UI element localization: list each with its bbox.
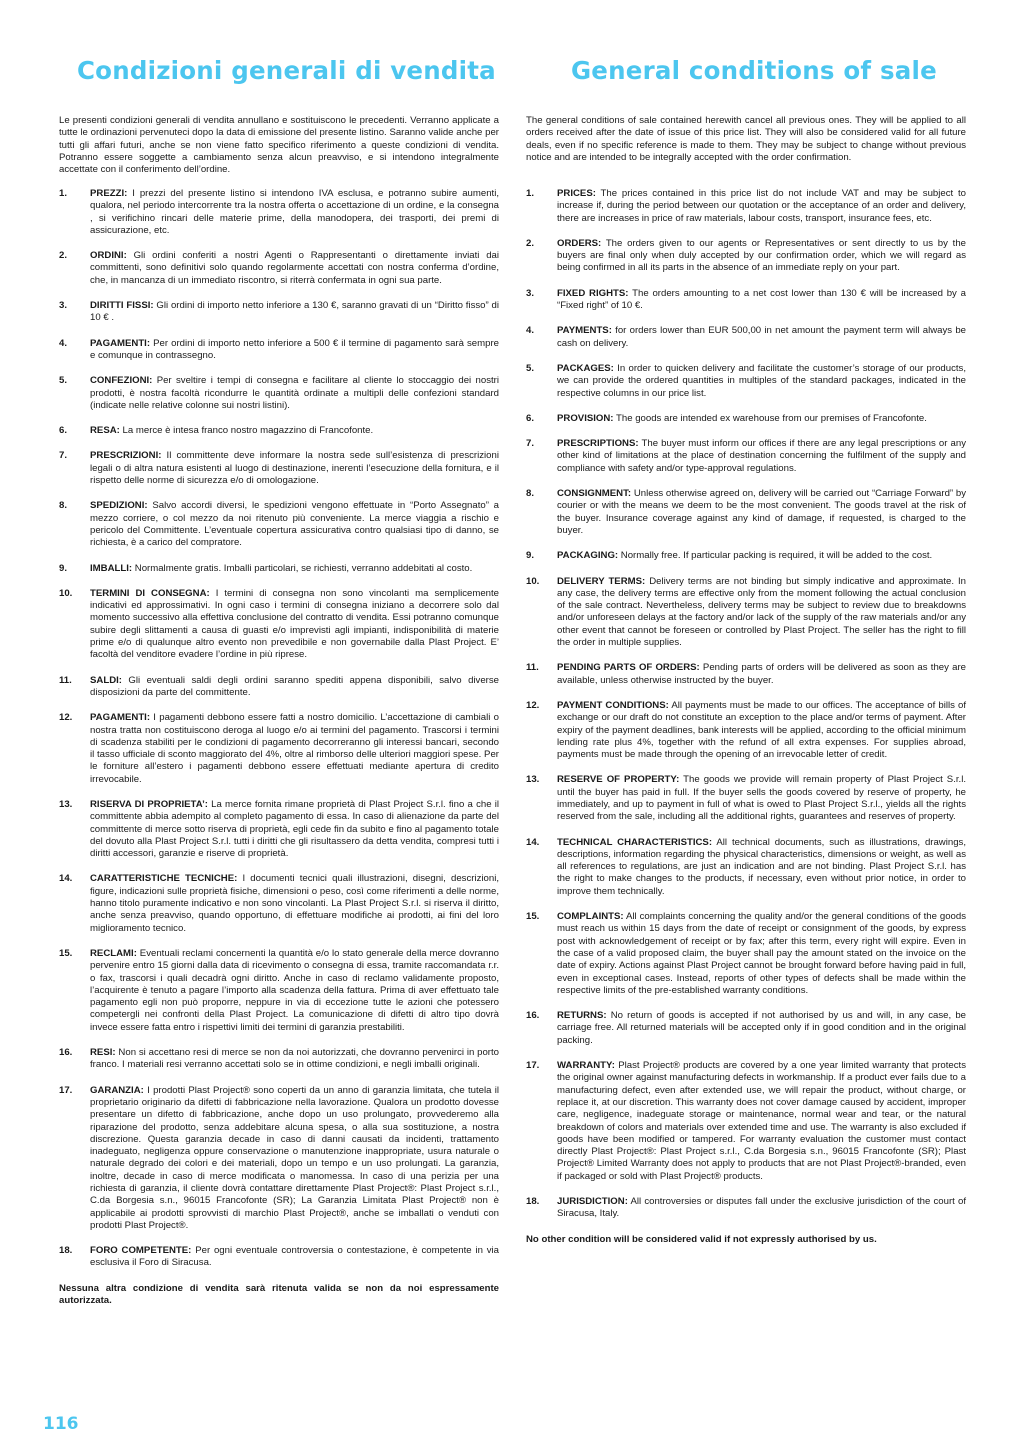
- clause-number: 7.: [526, 438, 535, 450]
- clause-number: 7.: [59, 450, 68, 462]
- italian-clause-list: [59, 188, 499, 1307]
- clause-title: FORO COMPETENTE:: [90, 1245, 192, 1257]
- clause-item: [59, 425, 499, 437]
- clause-item: [59, 675, 499, 700]
- clause-title: RECLAMI:: [90, 947, 137, 959]
- clause-text: The goods are intended ex warehouse from our premises of Francofonte.: [613, 412, 927, 424]
- clause-number: 11.: [526, 662, 539, 674]
- clause-item: [526, 1010, 966, 1047]
- clause-number: 13.: [59, 798, 73, 810]
- clause-number: 6.: [59, 425, 68, 437]
- clause-title: PAGAMENTI:: [90, 337, 151, 349]
- clause-item: [59, 500, 499, 549]
- clause-number: 5.: [59, 375, 68, 387]
- clause-item: [526, 662, 966, 687]
- clause-body: [90, 450, 499, 487]
- clause-item: [59, 300, 499, 325]
- clause-text: I prezzi del presente listino si intendono IVA esclusa, e potranno subire aumenti, qualora, nel periodo intercorrente tra la nostra offerta o accettazione di un ordine, e la consegna , si verifichino rincari delle materie prime, della manodopera, dei trasporti, dei premi di assicurazione, etc.: [90, 188, 499, 236]
- english-intro: The general conditions of sale contained herewith cancel all previous ones. They will be applied to all orders received after the date of issue of this price list. They will also be considered valid for all future deals, even if no specific reference is made to them. They may be subject to change without previous notice and are intended to be integrally accepted with the order confirmation.: [526, 115, 966, 163]
- clause-title: PRESCRIPTIONS:: [557, 438, 639, 450]
- clause-body: [557, 837, 966, 898]
- clause-item: [59, 250, 499, 287]
- clause-title: JURISDICTION:: [557, 1196, 628, 1207]
- clause-number: 3.: [526, 287, 535, 299]
- clause-text: Gli ordini conferiti a nostri Agenti o Rappresentanti o direttamente inviati dai committenti, sono definitivi solo quando regolarmente accettati con nostra conferma d’ordine, che, in mancanza di un immediato riscontro, si riterrà confermata in ogni sua parte.: [90, 250, 499, 286]
- clause-item: [526, 288, 966, 313]
- clause-body: [90, 948, 499, 1034]
- clause-item: [526, 1060, 966, 1183]
- clause-body: [90, 300, 499, 325]
- clause-body: [90, 873, 499, 934]
- clause-number: 12.: [59, 712, 73, 724]
- clause-item: [526, 1196, 966, 1221]
- clause-number: 14.: [59, 873, 73, 885]
- clause-text: Normally free. If particular packing is required, it will be added to the cost.: [618, 550, 933, 562]
- clause-body: [90, 338, 499, 363]
- clause-number: 18.: [59, 1245, 73, 1257]
- clause-body: [557, 576, 966, 650]
- clause-body: [90, 1047, 499, 1072]
- clause-text: Unless otherwise agreed on, delivery will be carried out “Carriage Forward” by courier or with the means we deem to be the most convenient. The goods travel at the risk of the buyer. Insurance coverage against any kind of damage, if requested, is charged to the buyer.: [557, 488, 966, 536]
- clause-title: TERMINI DI CONSEGNA:: [90, 587, 210, 599]
- clause-text: Pending parts of orders will be delivered as soon as they are available, unless otherwise instructed by the buyer.: [557, 662, 966, 686]
- clause-text: Per sveltire i tempi di consegna e facilitare al cliente lo stoccaggio dei nostri prodotti, è nostra facoltà ricondurre le quantità ordinate a multipli delle confezioni standard (indicate nelle relative colonne sui nostri listini).: [90, 375, 499, 411]
- clause-item: [526, 700, 966, 761]
- clause-text: The buyer must inform our offices if there are any legal prescriptions or any other kind of limitations at the place of destination concerning the fulfilment of the supply and compliance with safety and/or type-approval regulations.: [557, 438, 966, 474]
- clause-title: IMBALLI:: [90, 562, 133, 574]
- clause-text: Non si accettano resi di merce se non da noi autorizzati, che dovranno pervenirci in porto franco. I materiali resi verranno accettati solo se in ottime condizioni, e negli imballi originali.: [90, 1047, 499, 1071]
- clause-title: GARANZIA:: [90, 1084, 144, 1096]
- clause-text: for orders lower than EUR 500,00 in net amount the payment term will always be cash on delivery.: [557, 325, 966, 349]
- clause-title: RESERVE OF PROPERTY:: [557, 774, 680, 786]
- clause-item: [526, 363, 966, 400]
- clause-item: [526, 488, 966, 537]
- clause-title: PACKAGES:: [557, 362, 614, 374]
- clause-body: [557, 188, 966, 225]
- clause-body: [557, 1060, 966, 1183]
- clause-title: PRESCRIZIONI:: [90, 450, 162, 462]
- clause-body: [90, 1085, 499, 1233]
- clause-title: FIXED RIGHTS:: [557, 287, 629, 299]
- clause-item: [526, 911, 966, 997]
- clause-body: [557, 1010, 966, 1047]
- clause-number: 13.: [526, 774, 540, 786]
- clause-body: [90, 675, 499, 700]
- clause-item: [526, 837, 966, 898]
- clause-number: 10.: [526, 575, 540, 587]
- clause-title: PAYMENTS:: [557, 325, 612, 337]
- clause-body: [557, 1196, 966, 1221]
- clause-body: [90, 563, 499, 575]
- clause-number: 5.: [526, 362, 535, 374]
- clause-body: [557, 662, 966, 687]
- clause-text: La merce è intesa franco nostro magazzino di Francofonte.: [119, 425, 374, 437]
- clause-item: [526, 188, 966, 225]
- clause-body: [557, 288, 966, 313]
- clause-body: [557, 363, 966, 400]
- clause-body: [90, 712, 499, 786]
- clause-body: [90, 588, 499, 662]
- clause-title: CARATTERISTICHE TECNICHE:: [90, 873, 238, 885]
- clause-number: 17.: [526, 1060, 540, 1072]
- clause-body: [557, 700, 966, 761]
- clause-body: [557, 238, 966, 275]
- clause-body: [90, 1245, 499, 1270]
- clause-title: RETURNS:: [557, 1010, 607, 1022]
- clause-item: [59, 948, 499, 1034]
- clause-number: 1.: [59, 188, 68, 199]
- clause-item: [59, 375, 499, 412]
- clause-text: I pagamenti debbono essere fatti a nostro domicilio. L’accettazione di cambiali o nostra tratta non costituiscono deroga al luogo e/o ai termini del pagamento. Trascorsi i termini di scadenza stabiliti per le condizioni di pagamento decorreranno gli interessi bancari, secondo il tasso ufficiale di sconto maggiorato del 4%, oltre al rimborso delle ulteriori maggiori spese. Per le forniture all’estero i pagamenti debbono essere effettuati mediante apertura di credito irrevocabile.: [90, 712, 499, 785]
- clause-text: Per ordini di importo netto inferiore a 500 € il termine di pagamento sarà sempre e comunque in contrassegno.: [90, 337, 499, 361]
- clause-text: Il committente deve informare la nostra sede sull’esistenza di prescrizioni legali o di altra natura esistenti al luogo di destinazione, inerenti l’esecuzione della fornitura, e il rispetto delle norme di sicurezza e/o di omologazione.: [90, 450, 499, 487]
- clause-title: PACKAGING:: [557, 550, 619, 562]
- clause-text: The goods we provide will remain property of Plast Project S.r.l. until the buyer has paid in full. If the buyer sells the goods covered by reserve of property, he immediately, and up to payment in full of what is owed to Plast Project S.r.l., yields all the rights reserved from the sale, including all the additional rights, guarantees and reserves of property.: [557, 774, 966, 823]
- clause-body: [557, 488, 966, 537]
- clause-item: [59, 799, 499, 860]
- clause-text: Eventuali reclami concernenti la quantità e/o lo stato generale della merce dovranno pervenire entro 15 giorni dalla data di ricevimento o consegna di essa, tramite raccomandata r.r. o fax, trascorsi i quali decadrà ogni diritto. Anche in caso di reclamo validamente proposto, l’acquirente è tenuto a pagare l’importo alla scadenza della fattura. Prima di aver effettuato tale pagamento egli non può proporre, neppure in via di eccezione tutte le azioni che potessero competergli nei confronti della Plast Project. La comunicazione di difetti di altro tipo dovrà invece essere fatta entro i rispettivi limiti dei termini di garanzia prestabiliti.: [90, 947, 499, 1033]
- clause-number: 3.: [59, 300, 68, 312]
- clause-number: 9.: [526, 550, 535, 562]
- clause-text: Delivery terms are not binding but simply indicative and approximate. In any case, the delivery terms are effective only from the moment following the actual conclusion of the sale contract. Nevertheless, delivery terms may be subject to review due to breakdowns and/or unforeseen delays at the factory and/or lack of the supply of the raw materials and/or any other event that cannot be foreseen or controlled by Plast Project. The seller has the right to fill the order in multiple supplies.: [557, 575, 966, 649]
- clause-item: [59, 588, 499, 662]
- clause-number: 14.: [526, 836, 540, 848]
- clause-title: PRICES:: [557, 188, 596, 199]
- clause-body: [557, 438, 966, 475]
- clause-text: Per ogni eventuale controversia o contestazione, è competente in via esclusiva il Foro di Siracusa.: [90, 1245, 499, 1269]
- page-number: 116: [43, 1414, 79, 1434]
- clause-item: [59, 712, 499, 786]
- clause-title: PENDING PARTS OF ORDERS:: [557, 662, 700, 674]
- clause-text: La merce fornita rimane proprietà di Plast Project S.r.l. fino a che il committente abbia adempito al completo pagamento di essa. In caso di alienazione da parte del committente di merce sotto riserva di proprietà, egli cede fin da subito e fino al pagamento totale del dovuto alla Plast Project S.r.l. tutti i diritti che gli risultassero da detta vendita, compresi tutti i diritti accessori, garanzie e riserve di proprietà.: [90, 798, 499, 860]
- clause-title: PAGAMENTI:: [90, 712, 151, 724]
- clause-item: [526, 238, 966, 275]
- clause-body: [557, 774, 966, 823]
- clause-title: PROVISION:: [557, 412, 614, 424]
- clause-number: 11.: [59, 674, 72, 686]
- clause-body: [90, 425, 499, 437]
- clause-number: 16.: [59, 1047, 73, 1059]
- clause-item: [526, 774, 966, 823]
- clause-text: Plast Project® products are covered by a one year limited warranty that protects the original owner against manufacturing defects in workmanship. If a product ever fails due to a manufacturing defect, even after extended use, we will repair the product, without charge, or replace it, at our discretion. This warranty does not cover damage caused by accident, improper care, negligence, inadeguate storage or maintenance, normal wear and tear, or the natural breakdown of colors and materials over extended time and use. The warranty is also excluded if goods have been modified or tampered. For warranty evaluation the customer must contact directly Plast Project®: Plast Project s.r.l., C.da Borgesia s.n., 96015 Francofonte (SR); Plast Project® Limited Warranty does not apply to products that are not Plast Project®-branded, even if packaged or sold with Plast Project® products.: [557, 1060, 966, 1182]
- clause-title: COMPLAINTS:: [557, 911, 624, 923]
- clause-item: [526, 413, 966, 425]
- clause-title: SPEDIZIONI:: [90, 500, 148, 512]
- clause-item: [59, 1047, 499, 1072]
- clause-title: CONFEZIONI:: [90, 375, 153, 387]
- clause-item: [59, 1085, 499, 1233]
- clause-text: No return of goods is accepted if not authorised by us and will, in any case, be carriage free. All returned materials will be accepted only if in good condition and in the original packing.: [557, 1010, 966, 1046]
- clause-title: ORDINI:: [90, 250, 127, 262]
- clause-item: [526, 550, 966, 562]
- italian-title: Condizioni generali di vendita: [77, 56, 496, 85]
- clause-text: I termini di consegna non sono vincolanti ma semplicemente indicativi ed approssimativi. In ogni caso i termini di consegna iniziano a decorrere solo dal momento successivo alla effettiva conclusione del contratto di vendita. Essi potranno comunque subire degli slittamenti a causa di guasti e/o imprevisti agli impianti, indisponibilità di materie prime e/o di qualunque altro evento non prevedibile e non governabile dalla Plast Project. E’ facoltà del venditore evadere l’ordine in più riprese.: [90, 587, 500, 661]
- clause-title: RISERVA DI PROPRIETA’:: [90, 798, 208, 810]
- clause-number: 12.: [526, 699, 540, 711]
- clause-body: [557, 413, 966, 425]
- clause-title: ORDERS:: [557, 237, 602, 249]
- closing-statement: No other condition will be considered valid if not expressly authorised by us.: [526, 1233, 877, 1245]
- italian-intro: Le presenti condizioni generali di vendita annullano e sostituiscono le precedenti. Verranno applicate a tutte le ordinazioni pervenuteci dopo la data di emissione del presente listino. Saranno valide anche per tutti gli affari futuri, anche se non viene fatto specifico riferimento a queste condizioni di vendita. Potranno essere soggette a cambiamento senza alcun preavviso, e si intendono integralmente accettate con il conferimento dell’ordine.: [59, 115, 499, 176]
- clause-text: In order to quicken delivery and facilitate the customer’s storage of our products, we can provide the ordered quantities in multiples of the standard packages, indicated in the respective columns in our price list.: [557, 362, 966, 399]
- clause-body: [557, 325, 966, 350]
- clause-body: [90, 188, 499, 237]
- clause-number: 1.: [526, 188, 535, 199]
- clause-text: I prodotti Plast Project® sono coperti da un anno di garanzia limitata, che tutela il proprietario originario da difetti di fabbricazione nella lavorazione. Qualora un prodotto dovesse presentare un difetto di fabbricazione, anche dopo un uso prolungato, provvederemo alla riparazione del prodotto, senza addebitare alcuna spesa, o alla sua sostituzione, a nostra discrezione. Questa garanzia decade in caso di danni causati da incidenti, trattamento inadeguato, negligenza oppure conservazione o manutenzione inappropriate, usura naturale o naturale degrado dei colori e dei materiali, dopo un tempo e un uso prolungati. La garanzia, inoltre, decade in caso di merce modificata o manomessa. In caso di una perizia per una richiesta di garanzia, il cliente dovrà contattare direttamente Plast Project®: Plast Project s.r.l., C.da Borgesia s.n., 96015 Francofonte (SR); La Garanzia Limitata Plast Project® non è applicabile ai prodotti sprovvisti di marchio Plast Project®, anche se imballati o venduti con prodotti Plast Project®.: [90, 1084, 499, 1231]
- clause-body: [557, 911, 966, 997]
- clause-title: CONSIGNMENT:: [557, 488, 632, 500]
- clause-body: [90, 500, 499, 549]
- clause-title: TECHNICAL CHARACTERISTICS:: [557, 836, 713, 848]
- clause-item: [59, 563, 499, 575]
- english-clause-list: [526, 188, 966, 1246]
- clause-text: The orders given to our agents or Representatives or sent directly to us by the buyers are final only when duly accepted by our confirmation order, which we will regard as being confirmed in all its parts in the absence of an immediate reply on your part.: [557, 237, 966, 274]
- clause-text: The prices contained in this price list do not include VAT and may be subject to increase if, during the period between our quotation or the acceptance of an order and delivery, there are increases in price of raw materials, labour costs, transport, insurance fees, etc.: [557, 188, 966, 224]
- clause-text: All complaints concerning the quality and/or the general conditions of the goods must reach us within 15 days from the date of receipt or consignment of the goods, by express post with acknowledgement of receipt or by fax; after this term, every right will expire. Even in the case of a valid proposed claim, the buyer shall pay the amount stated on the invoice on the date of expiry. Actions against Plast Project cannot be brought forward before having paid in full, even in exceptional cases. Instead, reports of other types of defects shall be made within the respective limits of the pre-established warranty conditions.: [557, 911, 966, 996]
- clause-number: 8.: [59, 500, 68, 512]
- clause-text: Normalmente gratis. Imballi particolari, se richiesti, verranno addebitati al costo.: [132, 562, 473, 574]
- clause-body: [90, 799, 499, 860]
- clause-text: All payments must be made to our offices. The acceptance of bills of exchange or our draft do not constitute an exception to the place and/or terms of payment. After expiry of the payment deadlines, bank interests will be applied, according to the official minimum lending rate plus 4%, together with the refund of all extra expenses. For supplies abroad, payments must be made through the opening of an irrevocable letter of credit.: [557, 699, 966, 761]
- clause-body: [90, 250, 499, 287]
- clause-number: 16.: [526, 1010, 540, 1022]
- clause-number: 17.: [59, 1084, 73, 1096]
- clause-text: All controversies or disputes fall under the exclusive jurisdiction of the court of Siracusa, Italy.: [557, 1196, 966, 1220]
- clause-title: WARRANTY:: [557, 1060, 615, 1072]
- clause-text: The orders amounting to a net cost lower than 130 € will be increased by a “Fixed right” of 10 €.: [557, 287, 966, 312]
- clause-text: Gli eventuali saldi degli ordini saranno spediti appena disponibili, salvo diverse disposizioni da parte del committente.: [90, 674, 499, 698]
- clause-number: 8.: [526, 488, 535, 500]
- clause-title: DELIVERY TERMS:: [557, 575, 646, 587]
- clause-text: I documenti tecnici quali illustrazioni, disegni, descrizioni, figure, indicazioni sulle proprietà fisiche, dimensioni o peso, così come riferimenti a delle norme, hanno titolo puramente indicativo e non sono vincolanti. La Plast Project S.r.l. si riserva il diritto, anche senza preavviso, quando opportuno, di effettuare modifiche ai prodotti, ai fini del loro miglioramento tecnico.: [90, 873, 499, 934]
- clause-title: PAYMENT CONDITIONS:: [557, 699, 669, 711]
- clause-number: 4.: [526, 325, 535, 337]
- clause-number: 10.: [59, 587, 73, 599]
- english-title: General conditions of sale: [571, 56, 937, 85]
- clause-body: [90, 375, 499, 412]
- clause-item: [59, 450, 499, 487]
- clause-text: All technical documents, such as illustrations, drawings, descriptions, information regarding the physical characteristics, dimensions or weight, as well as all references to regulations, are just an indication and are not binding. Plast Project S.r.l. has the right to make changes to the products, if necessary, even without prior notice, in order to improve them technically.: [557, 836, 967, 897]
- clause-number: 2.: [59, 250, 68, 262]
- clause-number: 15.: [59, 947, 73, 959]
- clause-item: [526, 438, 966, 475]
- clause-item: [526, 325, 966, 350]
- clause-body: [557, 550, 966, 562]
- clause-title: PREZZI:: [90, 188, 128, 199]
- clause-item: [59, 338, 499, 363]
- clause-title: RESA:: [90, 425, 120, 437]
- clause-number: 2.: [526, 237, 535, 249]
- clause-number: 18.: [526, 1196, 540, 1207]
- clause-text: Gli ordini di importo netto inferiore a 130 €, saranno gravati di un “Diritto fisso” di 10 € .: [90, 300, 499, 324]
- clause-text: Salvo accordi diversi, le spedizioni vengono effettuate in “Porto Assegnato” a mezzo corriere, o col mezzo da noi ritenuto più conveniente. La merce viaggia a rischio e pericolo del Committente. L’eventuale copertura assicurativa contro qualsiasi tipo di danno, se richiesta, è a carico del compratore.: [90, 500, 499, 549]
- clause-item: [59, 188, 499, 237]
- clause-item: [59, 1245, 499, 1270]
- clause-title: DIRITTI FISSI:: [90, 300, 154, 312]
- clause-item: [59, 873, 499, 934]
- clause-title: SALDI:: [90, 674, 122, 686]
- clause-number: 4.: [59, 337, 68, 349]
- clause-title: RESI:: [90, 1047, 116, 1059]
- clause-item: [526, 576, 966, 650]
- closing-statement: Nessuna altra condizione di vendita sarà ritenuta valida se non da noi espressamente autorizzata.: [59, 1282, 499, 1307]
- clause-number: 9.: [59, 562, 68, 574]
- clause-number: 6.: [526, 412, 535, 424]
- clause-number: 15.: [526, 911, 540, 923]
